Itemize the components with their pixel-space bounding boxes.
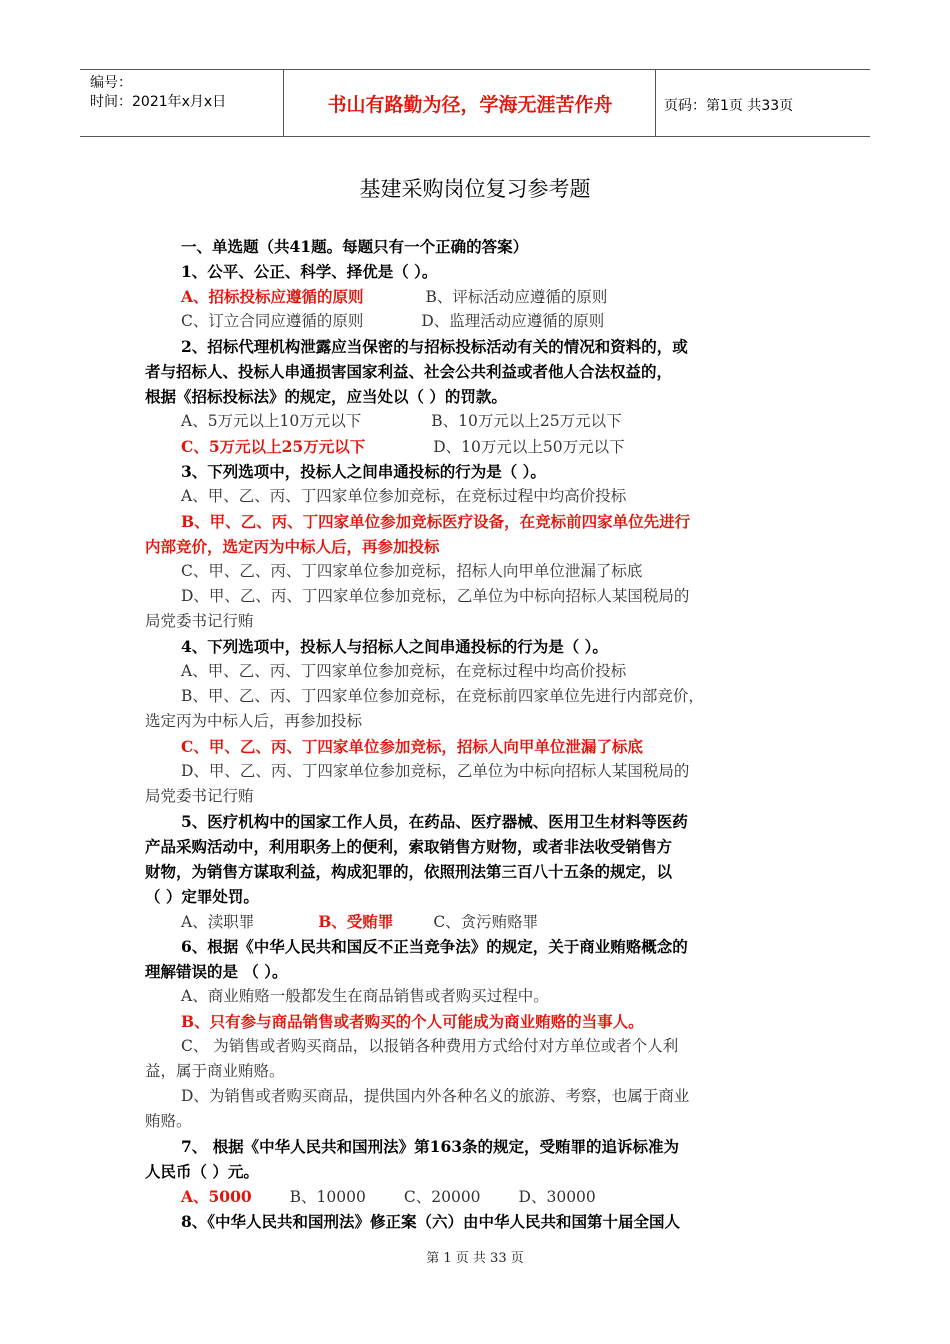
option: 选定丙为中标人后，再参加投标 <box>145 712 363 730</box>
option: 局党委书记行贿 <box>145 787 254 805</box>
option-correct: C、甲、乙、丙、丁四家单位参加竞标，招标人向甲单位泄漏了标底 <box>181 737 643 756</box>
header-divider <box>283 70 284 136</box>
option: C、贪污贿赂罪 <box>433 913 539 931</box>
option-row <box>145 434 817 459</box>
option: A、甲、乙、丙、丁四家单位参加竞标，在竞标过程中均高价投标 <box>181 662 627 680</box>
question-stem: 5、医疗机构中的国家工作人员，在药品、医疗器械、医用卫生材料等医药 <box>181 812 688 831</box>
section-heading: 一、单选题（共41题。每题只有一个正确的答案） <box>181 237 529 256</box>
question-stem: 3、下列选项中，投标人之间串通投标的行为是（ ）。 <box>181 462 546 481</box>
question-stem: （ ）定罪处罚。 <box>145 887 259 906</box>
question-stem: 2、招标代理机构泄露应当保密的与招标投标活动有关的情况和资料的，或 <box>181 337 688 356</box>
question-stem: 7、 根据《中华人民共和国刑法》第163条的规定，受贿罪的追诉标准为 <box>181 1137 680 1156</box>
option-correct: A、5000 <box>181 1187 252 1206</box>
header-page-info: 页码：第1页 共33页 <box>664 98 794 114</box>
option: 贿赂。 <box>145 1112 192 1130</box>
question-stem: 财物，为销售方谋取利益，构成犯罪的，依照刑法第三百八十五条的规定，以 <box>145 862 673 881</box>
option: B、10000 <box>289 1188 366 1206</box>
option: D、甲、乙、丙、丁四家单位参加竞标，乙单位为中标向招标人某国税局的 <box>181 762 690 780</box>
option: D、监理活动应遵循的原则 <box>421 312 605 330</box>
option-row <box>145 284 817 309</box>
option: C、 为销售或者购买商品，以报销各种费用方式给付对方单位或者个人利 <box>181 1037 679 1055</box>
option: B、10万元以上25万元以下 <box>431 412 622 430</box>
option: A、甲、乙、丙、丁四家单位参加竞标，在竞标过程中均高价投标 <box>181 487 627 505</box>
header-bottom-rule <box>80 136 870 137</box>
option-row <box>145 1184 817 1209</box>
question-stem: 1、公平、公正、科学、择优是（ ）。 <box>181 262 438 281</box>
header-divider <box>655 70 656 136</box>
option: D、30000 <box>518 1188 596 1206</box>
option: C、订立合同应遵循的原则 <box>181 312 364 330</box>
question-stem: 产品采购活动中，利用职务上的便利，索取销售方财物，或者非法收受销售方 <box>145 837 673 856</box>
question-stem: 4、下列选项中，投标人与招标人之间串通投标的行为是（ ）。 <box>181 637 608 656</box>
option: A、商业贿赂一般都发生在商品销售或者购买过程中。 <box>181 987 549 1005</box>
option: B、评标活动应遵循的原则 <box>425 288 608 306</box>
document-title: 基建采购岗位复习参考题 <box>359 177 591 201</box>
option-correct: B、受贿罪 <box>318 912 394 931</box>
question-stem: 8、《中华人民共和国刑法》修正案（六）由中华人民共和国第十届全国人 <box>181 1212 681 1231</box>
question-stem: 者与招标人、投标人串通损害国家利益、社会公共利益或者他人合法权益的， <box>145 362 673 381</box>
option: A、5万元以上10万元以下 <box>181 412 362 430</box>
option-correct: A、招标投标应遵循的原则 <box>181 287 364 306</box>
header-motto: 书山有路勤为径，学海无涯苦作舟 <box>327 94 613 116</box>
option: D、10万元以上50万元以下 <box>433 438 625 456</box>
option-correct: 内部竞价，选定丙为中标人后，再参加投标 <box>145 537 440 556</box>
option-row <box>145 309 817 334</box>
question-body <box>145 234 817 1234</box>
option: B、甲、乙、丙、丁四家单位参加竞标，在竞标前四家单位先进行内部竞价， <box>181 687 704 705</box>
page-footer: 第 1 页 共 33 页 <box>426 1251 524 1266</box>
question-stem: 人民币（ ）元。 <box>145 1162 259 1181</box>
option: A、渎职罪 <box>181 913 255 931</box>
option-correct: B、甲、乙、丙、丁四家单位参加竞标医疗设备，在竞标前四家单位先进行 <box>181 512 691 531</box>
option-correct: B、只有参与商品销售或者购买的个人可能成为商业贿赂的当事人。 <box>181 1012 644 1031</box>
question-stem: 6、根据《中华人民共和国反不正当竞争法》的规定，关于商业贿赂概念的 <box>181 937 688 956</box>
option-row <box>145 409 817 434</box>
option: D、为销售或者购买商品，提供国内外各种名义的旅游、考察，也属于商业 <box>181 1087 690 1105</box>
option-row <box>145 909 817 934</box>
date-label: 时间：2021年x月x日 <box>90 94 227 110</box>
option: C、甲、乙、丙、丁四家单位参加竞标，招标人向甲单位泄漏了标底 <box>181 562 643 580</box>
option: C、20000 <box>403 1188 481 1206</box>
option-correct: C、5万元以上25万元以下 <box>181 437 366 456</box>
serial-label: 编号： <box>90 75 132 91</box>
question-stem: 理解错误的是 （ ）。 <box>145 962 288 981</box>
question-stem: 根据《招标投标法》的规定，应当处以（ ）的罚款。 <box>145 387 507 406</box>
option: D、甲、乙、丙、丁四家单位参加竞标，乙单位为中标向招标人某国税局的 <box>181 587 690 605</box>
option: 局党委书记行贿 <box>145 612 254 630</box>
header-top-rule <box>80 69 870 70</box>
option: 益，属于商业贿赂。 <box>145 1062 285 1080</box>
